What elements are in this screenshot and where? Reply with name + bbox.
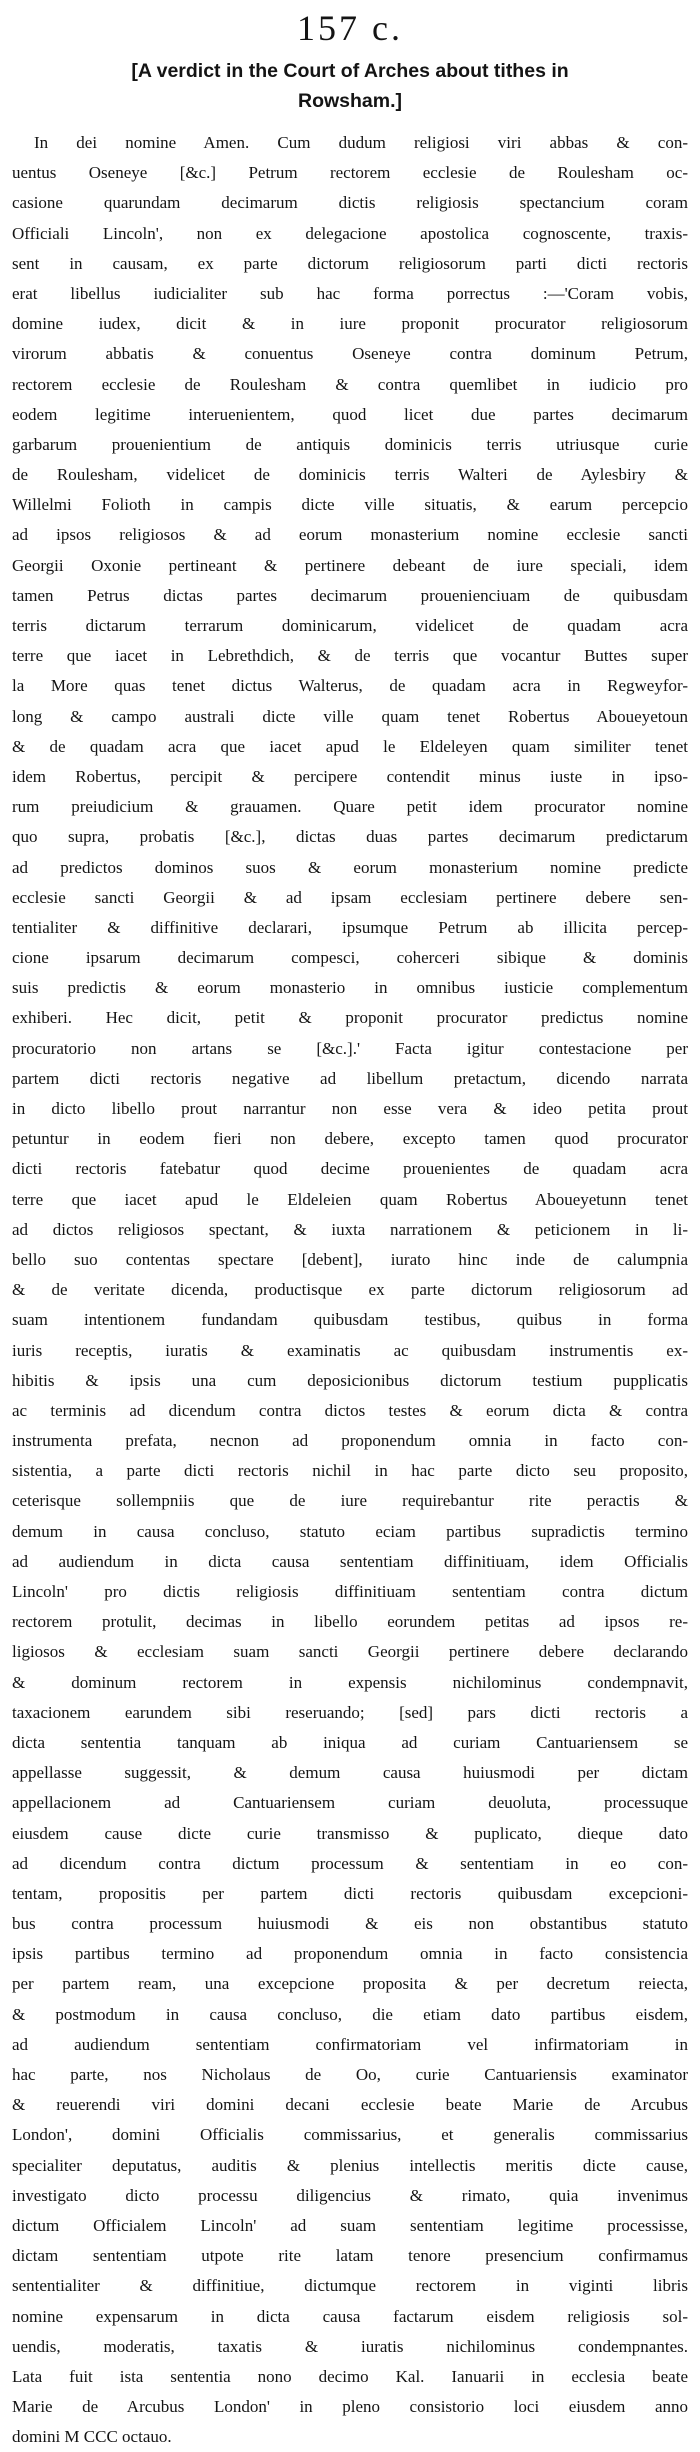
text-line: terre que iacet in Lebrethdich, & de terris que vocantur Buttes super [12, 646, 688, 666]
text-line: terre que iacet apud le Eldeleien quam Robertus Aboueyetunn tenet [12, 1189, 688, 1209]
text-line: Willelmi Folioth in campis dicte ville situatis, & earum percepcio [12, 495, 688, 515]
text-line: uendis, moderatis, taxatis & iuratis nichilominus condempnantes. [12, 2336, 688, 2356]
text-line: In dei nomine Amen. Cum dudum religiosi viri abbas & con- [34, 133, 688, 152]
text-line: ad audiendum sententiam confirmatoriam vel infirmatoriam in [12, 2034, 688, 2054]
text-line: & dominum rectorem in expensis nichilominus condempnavit, [12, 1672, 688, 1692]
text-line: dicta sententia tanquam ab iniqua ad curiam Cantuariensem se [12, 1732, 688, 1752]
text-line: long & campo australi dicte ville quam tenet Robertus Aboueyetoun [12, 706, 688, 726]
text-line: bello suo contentas spectare [debent], iurato hinc inde de calumpnia [12, 1249, 688, 1269]
text-line: taxacionem earundem sibi reseruando; [sed] pars dicti rectoris a [12, 1702, 688, 1722]
text-line: & de quadam acra que iacet apud le Eldeleyen quam similiter tenet [12, 736, 688, 756]
text-line: Lata fuit ista sententia nono decimo Kal. Ianuarii in ecclesia beate [12, 2366, 688, 2386]
document-body [12, 128, 688, 2452]
text-line: iuris receptis, iuratis & examinatis ac quibusdam instrumentis ex- [12, 1340, 688, 1360]
text-line: dictum Officialem Lincoln' ad suam sententiam legitime processisse, [12, 2215, 688, 2235]
text-line: ad dicendum contra dictum processum & sententiam in eo con- [12, 1853, 688, 1873]
text-line: demum in causa concluso, statuto eciam partibus supradictis termino [12, 1521, 688, 1541]
text-line: dictam sententiam utpote rite latam tenore presencium confirmamus [12, 2246, 688, 2266]
text-line: & postmodum in causa concluso, die etiam dato partibus eisdem, [12, 2004, 688, 2024]
text-line: suam intentionem fundandam quibusdam testibus, quibus in forma [12, 1310, 688, 1330]
document-title [12, 56, 688, 116]
document-number: 157 c. [297, 8, 403, 48]
text-line: garbarum prouenientium de antiquis dominicis terris utriusque curie [12, 434, 688, 454]
text-line: eodem legitime interuenientem, quod licet due partes decimarum [12, 404, 688, 424]
text-line: instrumenta prefata, necnon ad proponendum omnia in facto con- [12, 1431, 688, 1451]
text-line: tentam, propositis per partem dicti rectoris quibusdam excepcioni- [12, 1883, 688, 1903]
text-line: tentialiter & diffinitive declarari, ipsumque Petrum ab illicita percep- [12, 917, 688, 937]
text-line: uentus Oseneye [&c.] Petrum rectorem ecclesie de Roulesham oc- [12, 163, 688, 183]
text-line: Marie de Arcubus London' in pleno consistorio loci eiusdem anno [12, 2397, 688, 2417]
text-line: la More quas tenet dictus Walterus, de quadam acra in Regweyfor- [12, 676, 688, 696]
text-line: hibitis & ipsis una cum deposicionibus dictorum testium pupplicatis [12, 1370, 688, 1390]
text-line: exhiberi. Hec dicit, petit & proponit procurator predictus nomine [12, 1008, 688, 1028]
text-line: domini M CCC octauo. [12, 2427, 172, 2447]
text-line: sistentia, a parte dicti rectoris nichil in hac parte dicto seu proposito, [12, 1461, 688, 1481]
text-line: & reuerendi viri domini decani ecclesie beate Marie de Arcubus [12, 2095, 688, 2115]
text-line: Officiali Lincoln', non ex delegacione apostolica cognoscente, traxis- [12, 223, 688, 243]
text-line: casione quarundam decimarum dictis religiosis spectancium coram [12, 193, 688, 213]
text-line: investigato dicto processu diligencius & rimato, quia invenimus [12, 2185, 688, 2205]
text-line: ad predictos dominos suos & eorum monasterium nomine predicte [12, 857, 688, 877]
text-line: petuntur in eodem fieri non debere, excepto tamen quod procurator [12, 1129, 688, 1149]
text-line: erat libellus iudicialiter sub hac forma porrectus :—'Coram vobis, [12, 283, 688, 303]
text-line: procuratorio non artans se [&c.].' Facta igitur contestacione per [12, 1038, 688, 1058]
text-line: in dicto libello prout narrantur non esse vera & ideo petita prout [12, 1099, 688, 1118]
text-line: ad audiendum in dicta causa sententiam diffinitiuam, idem Officialis [12, 1551, 688, 1571]
text-line: sent in causam, ex parte dictorum religiosorum parti dicti rectoris [12, 253, 688, 273]
text-line: quo supra, probatis [&c.], dictas duas partes decimarum predictarum [12, 827, 688, 847]
text-line: ad dictos religiosos spectant, & iuxta narrationem & peticionem in li- [12, 1219, 688, 1239]
text-line: nomine expensarum in dicta causa factarum eisdem religiosis sol- [12, 2306, 688, 2326]
text-line: de Roulesham, videlicet de dominicis terris Walteri de Aylesbiry & [12, 465, 688, 485]
text-line: London', domini Officialis commissarius, et generalis commissarius [12, 2125, 688, 2145]
text-line: idem Robertus, percipit & percipere contendit minus iuste in ipso- [12, 766, 688, 786]
text-line: specialiter deputatus, auditis & plenius intellectis meritis dicte cause, [12, 2155, 688, 2175]
text-line: Georgii Oxonie pertineant & pertinere debeant de iure speciali, idem [12, 555, 688, 575]
text-line: dicti rectoris fatebatur quod decime prouenientes de quadam acra [12, 1159, 688, 1179]
text-line: suis predictis & eorum monasterio in omnibus iusticie complementum [12, 978, 688, 998]
text-line: cione ipsarum decimarum compesci, coherceri sibique & dominis [12, 948, 688, 968]
text-line: ceterisque sollempniis que de iure requirebantur rite peractis & [12, 1491, 688, 1511]
text-line: hac parte, nos Nicholaus de Oo, curie Cantuariensis examinator [12, 2065, 688, 2084]
text-line: eiusdem cause dicte curie transmisso & puplicato, dieque dato [12, 1823, 688, 1843]
text-line: ipsis partibus termino ad proponendum omnia in facto consistencia [12, 1944, 688, 1964]
text-line: sententialiter & diffinitiue, dictumque rectorem in viginti libris [12, 2276, 688, 2296]
text-line: terris dictarum terrarum dominicarum, videlicet de quadam acra [12, 616, 688, 635]
text-line: tamen Petrus dictas partes decimarum prouenienciuam de quibusdam [12, 585, 688, 605]
text-line: ad ipsos religiosos & ad eorum monasterium nomine ecclesie sancti [12, 525, 688, 545]
text-line: Lincoln' pro dictis religiosis diffinitiuam sententiam contra dictum [12, 1582, 688, 1601]
text-line: rectorem protulit, decimas in libello eorundem petitas ad ipsos re- [12, 1612, 688, 1632]
document-title-line: Rowsham.] [297, 90, 402, 112]
text-line: & de veritate dicenda, productisque ex parte dictorum religiosorum ad [12, 1280, 688, 1300]
document-title-line: [A verdict in the Court of Arches about tithes in [131, 60, 569, 82]
text-line: rectorem ecclesie de Roulesham & contra quemlibet in iudicio pro [12, 374, 688, 394]
text-line: appellacionem ad Cantuariensem curiam deuoluta, processuque [12, 1793, 688, 1813]
text-line: appellasse suggessit, & demum causa huiusmodi per dictam [12, 1763, 688, 1783]
text-line: rum preiudicium & grauamen. Quare petit idem procurator nomine [12, 797, 688, 817]
text-line: virorum abbatis & conuentus Oseneye contra dominum Petrum, [12, 344, 688, 364]
text-line: ecclesie sancti Georgii & ad ipsam ecclesiam pertinere debere sen- [12, 887, 688, 907]
text-line: bus contra processum huiusmodi & eis non obstantibus statuto [12, 1914, 688, 1934]
text-line: domine iudex, dicit & in iure proponit procurator religiosorum [12, 314, 688, 334]
text-line: ac terminis ad dicendum contra dictos testes & eorum dicta & contra [12, 1400, 688, 1420]
text-line: per partem ream, una excepcione proposita & per decretum reiecta, [12, 1974, 688, 1994]
text-line: ligiosos & ecclesiam suam sancti Georgii pertinere debere declarando [12, 1642, 688, 1662]
text-line: partem dicti rectoris negative ad libellum pretactum, dicendo narrata [12, 1068, 688, 1088]
